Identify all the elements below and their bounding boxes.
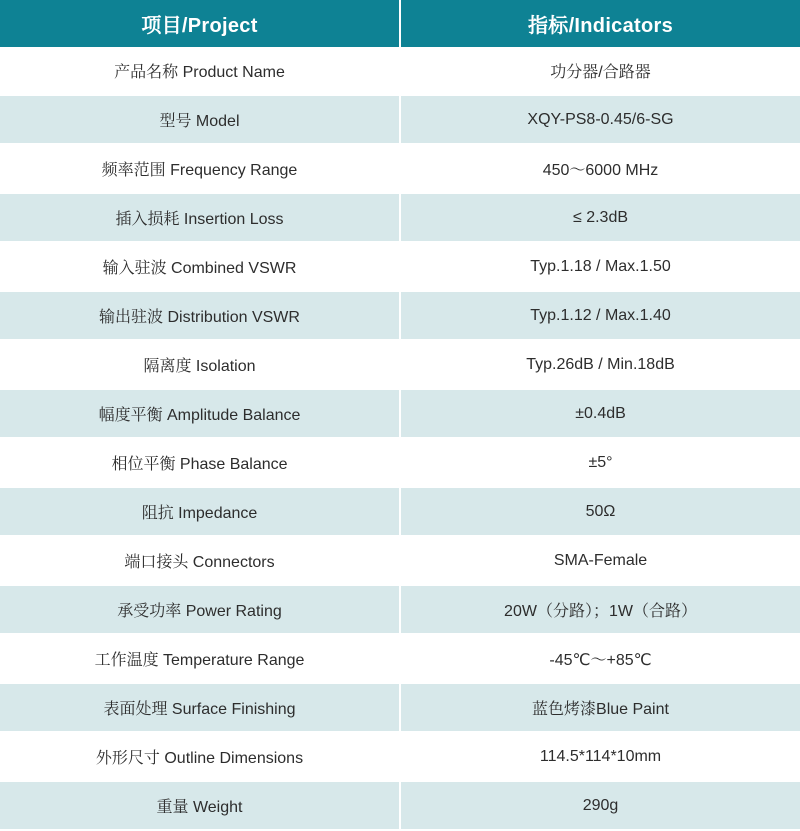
cell-project: 表面处理 Surface Finishing	[0, 683, 400, 732]
table-row	[0, 340, 800, 389]
cell-indicator: 450～6000 MHz	[400, 144, 800, 193]
cell-project: 幅度平衡 Amplitude Balance	[0, 389, 400, 438]
table-row	[0, 438, 800, 487]
cell-project: 型号 Model	[0, 95, 400, 144]
table-row	[0, 144, 800, 193]
table-row	[0, 536, 800, 585]
cell-indicator: XQY-PS8-0.45/6-SG	[400, 95, 800, 144]
table-row	[0, 683, 800, 732]
cell-project: 外形尺寸 Outline Dimensions	[0, 732, 400, 781]
table-row	[0, 732, 800, 781]
cell-project: 端口接头 Connectors	[0, 536, 400, 585]
cell-indicator: Typ.1.18 / Max.1.50	[400, 242, 800, 291]
cell-indicator: -45℃～+85℃	[400, 634, 800, 683]
cell-project: 插入损耗 Insertion Loss	[0, 193, 400, 242]
cell-indicator: 290g	[400, 781, 800, 830]
column-header-project: 项目/Project	[0, 0, 400, 47]
table-body	[0, 47, 800, 830]
cell-indicator: 功分器/合路器	[400, 47, 800, 95]
column-header-indicators: 指标/Indicators	[400, 0, 800, 47]
cell-project: 相位平衡 Phase Balance	[0, 438, 400, 487]
table-row	[0, 487, 800, 536]
cell-indicator: ≤ 2.3dB	[400, 193, 800, 242]
cell-project: 阻抗 Impedance	[0, 487, 400, 536]
cell-project: 产品名称 Product Name	[0, 47, 400, 95]
table-row	[0, 634, 800, 683]
cell-indicator: Typ.26dB / Min.18dB	[400, 340, 800, 389]
table-row	[0, 291, 800, 340]
cell-indicator: SMA-Female	[400, 536, 800, 585]
table-row	[0, 95, 800, 144]
table-row	[0, 585, 800, 634]
cell-project: 频率范围 Frequency Range	[0, 144, 400, 193]
cell-indicator: 蓝色烤漆Blue Paint	[400, 683, 800, 732]
table-row	[0, 47, 800, 95]
cell-project: 输入驻波 Combined VSWR	[0, 242, 400, 291]
cell-project: 隔离度 Isolation	[0, 340, 400, 389]
table-header-row	[0, 0, 800, 47]
cell-indicator: 20W（分路）；1W（合路）	[400, 585, 800, 634]
cell-indicator: Typ.1.12 / Max.1.40	[400, 291, 800, 340]
cell-project: 输出驻波 Distribution VSWR	[0, 291, 400, 340]
table-row	[0, 242, 800, 291]
cell-indicator: 114.5*114*10mm	[400, 732, 800, 781]
table-row	[0, 193, 800, 242]
table-row	[0, 781, 800, 830]
cell-project: 重量 Weight	[0, 781, 400, 830]
cell-indicator: ±5°	[400, 438, 800, 487]
cell-project: 承受功率 Power Rating	[0, 585, 400, 634]
table-header	[0, 0, 800, 47]
table-row	[0, 389, 800, 438]
cell-indicator: 50Ω	[400, 487, 800, 536]
cell-project: 工作温度 Temperature Range	[0, 634, 400, 683]
cell-indicator: ±0.4dB	[400, 389, 800, 438]
